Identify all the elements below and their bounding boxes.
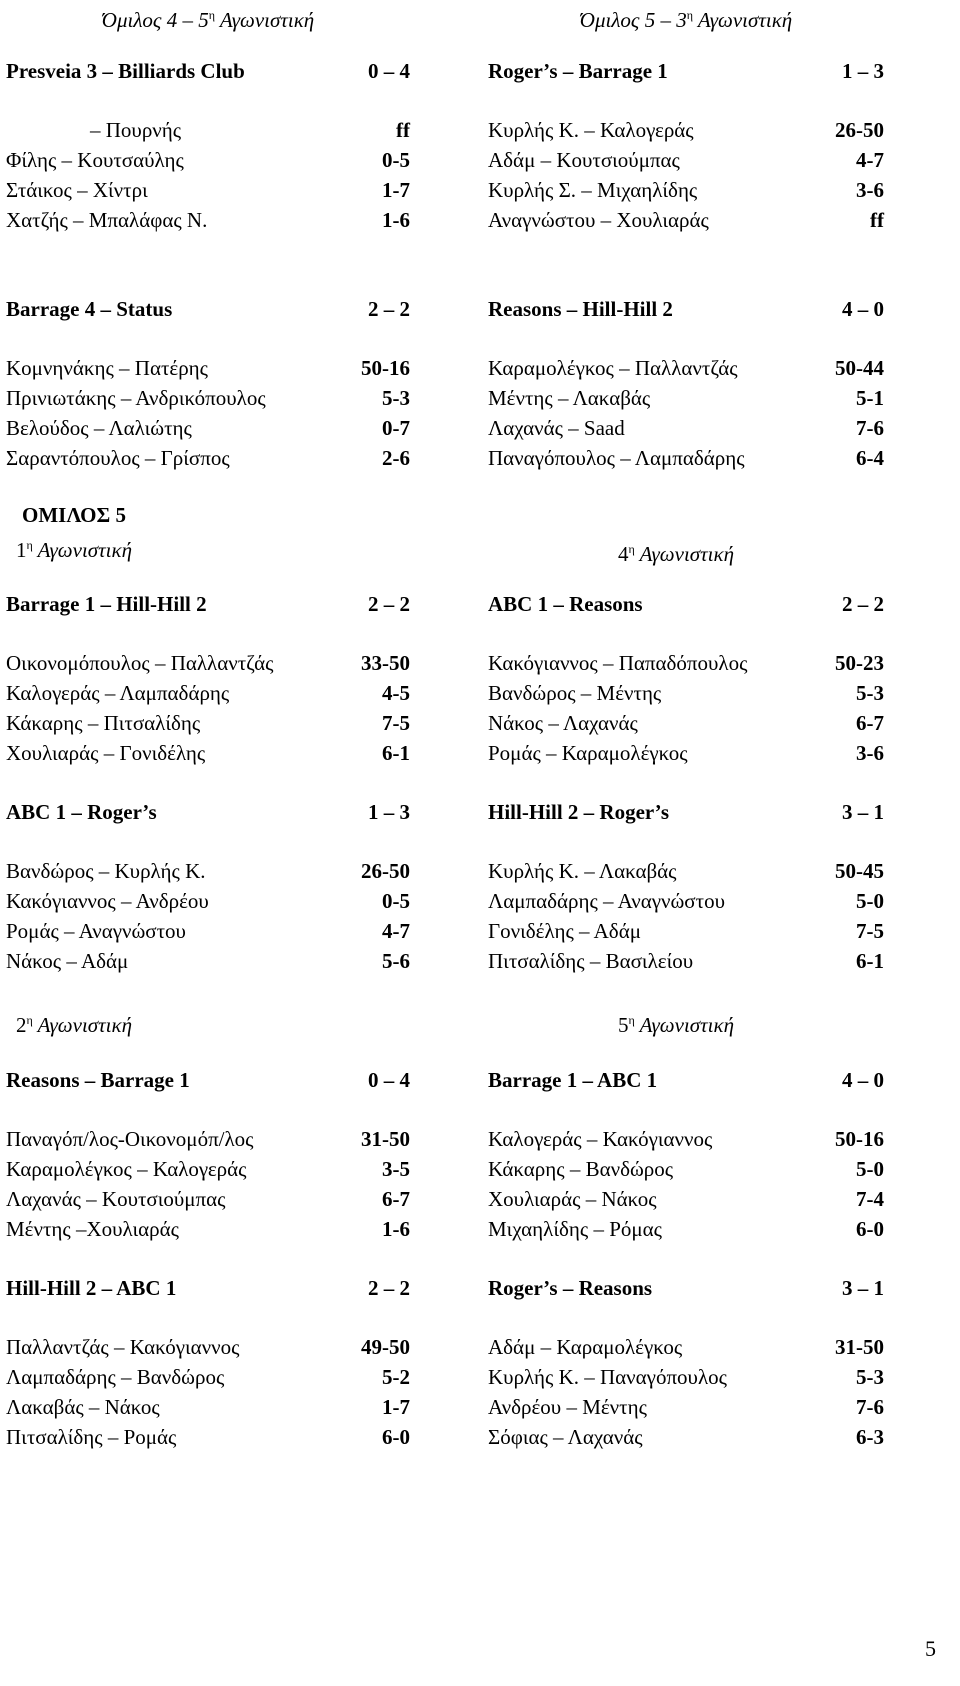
game-row: [6, 443, 410, 473]
game-row: [488, 1392, 884, 1422]
match-teams: Reasons – Hill-Hill 2: [488, 297, 673, 321]
game-row: [6, 886, 410, 916]
game-score: 5-6: [382, 949, 410, 973]
heading-num: 4: [618, 542, 629, 566]
game-score: 49-50: [361, 1335, 410, 1359]
game-row: [488, 678, 884, 708]
game-score: 5-1: [856, 386, 884, 410]
game-score: 31-50: [835, 1335, 884, 1359]
game-players: Στάικος – Χίντρι: [6, 178, 148, 202]
match-header: [488, 797, 884, 827]
game-score: 4-5: [382, 681, 410, 705]
game-score: 4-7: [856, 148, 884, 172]
game-score: 1-6: [382, 208, 410, 232]
game-row: [488, 205, 884, 235]
match-teams: Roger’s – Reasons: [488, 1276, 653, 1300]
game-row: [488, 443, 884, 473]
game-row: [6, 678, 410, 708]
match-score: 1 – 3: [368, 800, 410, 824]
game-score: 7-6: [856, 416, 884, 440]
game-row: [488, 738, 884, 768]
game-row: [6, 648, 410, 678]
game-players: Αδάμ – Καραμολέγκος: [488, 1335, 683, 1359]
game-score: 2-6: [382, 446, 410, 470]
game-players: Κάκαρης – Βανδώρος: [488, 1157, 674, 1181]
game-score: 7-6: [856, 1395, 884, 1419]
game-row: [6, 1124, 410, 1154]
match-header: [6, 56, 410, 86]
game-row: [488, 1422, 884, 1452]
round-heading: [478, 534, 874, 564]
game-players: Οικονομόπουλος – Παλλαντζάς: [6, 651, 274, 675]
match-score: 2 – 2: [368, 1276, 410, 1300]
game-row: [6, 115, 410, 145]
match-teams: Roger’s – Barrage 1: [488, 59, 668, 83]
round-heading: [488, 0, 884, 30]
match-header: [488, 1273, 884, 1303]
match-teams: Barrage 1 – Hill-Hill 2: [6, 592, 207, 616]
game-players: Καλογεράς – Κακόγιαννος: [488, 1127, 713, 1151]
game-players: Κάκαρης – Πιτσαλίδης: [6, 711, 201, 735]
game-score: 50-44: [835, 356, 884, 380]
game-row: [6, 856, 410, 886]
heading-text: Αγωνιστική: [32, 538, 132, 562]
game-score: 7-4: [856, 1187, 884, 1211]
game-players: – Πουρνής: [90, 118, 182, 142]
game-players: Παλλαντζάς – Κακόγιαννος: [6, 1335, 240, 1359]
game-players: Βελούδος – Λαλιώτης: [6, 416, 192, 440]
game-row: [488, 1124, 884, 1154]
game-score: ff: [870, 208, 884, 232]
page-number: 5: [925, 1636, 936, 1661]
game-score: 6-4: [856, 446, 884, 470]
game-score: 50-45: [835, 859, 884, 883]
game-score: 6-0: [856, 1217, 884, 1241]
game-score: 50-16: [361, 356, 410, 380]
game-row: [6, 946, 410, 976]
game-score: 0-5: [382, 889, 410, 913]
match-teams: Hill-Hill 2 – Roger’s: [488, 800, 669, 824]
game-row: [488, 413, 884, 443]
game-score: 5-3: [856, 681, 884, 705]
match-teams: Barrage 4 – Status: [6, 297, 173, 321]
heading-text: Αγωνιστική: [634, 542, 734, 566]
match-teams: Reasons – Barrage 1: [6, 1068, 190, 1092]
game-row: [488, 145, 884, 175]
game-row: [488, 115, 884, 145]
game-players: Λαμπαδάρης – Αναγνώστου: [488, 889, 725, 913]
game-row: [6, 738, 410, 768]
round-heading: [6, 0, 410, 30]
match-header: [6, 1065, 410, 1095]
game-row: [6, 916, 410, 946]
game-score: 50-23: [835, 651, 884, 675]
game-players: Λαμπαδάρης – Βανδώρος: [6, 1365, 225, 1389]
game-row: [6, 413, 410, 443]
game-players: Ρομάς – Καραμολέγκος: [488, 741, 688, 765]
game-players: Χουλιαράς – Νάκος: [488, 1187, 657, 1211]
game-players: Μέντης – Λακαβάς: [488, 386, 651, 410]
heading-sup: η: [26, 1013, 33, 1027]
game-players: Κυρλής Κ. – Λακαβάς: [488, 859, 677, 883]
game-row: [6, 1154, 410, 1184]
game-players: Κυρλής Κ. – Καλογεράς: [488, 118, 694, 142]
game-score: 5-0: [856, 889, 884, 913]
game-score: 4-7: [382, 919, 410, 943]
match-score: 2 – 2: [368, 297, 410, 321]
game-players: Πρινιωτάκης – Ανδρικόπουλος: [6, 386, 266, 410]
game-players: Παναγόπουλος – Λαμπαδάρης: [488, 446, 745, 470]
game-score: 26-50: [361, 859, 410, 883]
match-score: 2 – 2: [368, 592, 410, 616]
game-score: 6-7: [382, 1187, 410, 1211]
round-heading: [478, 1005, 874, 1035]
game-row: [6, 1362, 410, 1392]
game-row: [488, 1362, 884, 1392]
game-players: Χουλιαράς – Γονιδέλης: [6, 741, 206, 765]
game-row: [488, 1332, 884, 1362]
match-teams: Presveia 3 – Billiards Club: [6, 59, 245, 83]
game-score: 5-0: [856, 1157, 884, 1181]
game-row: [488, 648, 884, 678]
game-score: 6-3: [856, 1425, 884, 1449]
heading-sup: η: [208, 8, 215, 22]
game-players: Σαραντόπουλος – Γρίσπος: [6, 446, 230, 470]
game-row: [6, 1184, 410, 1214]
game-score: ff: [396, 118, 410, 142]
game-row: [6, 205, 410, 235]
game-score: 6-1: [856, 949, 884, 973]
heading-text: Αγωνιστική: [32, 1013, 132, 1037]
game-players: Κακόγιαννος – Παπαδόπουλος: [488, 651, 748, 675]
match-score: 3 – 1: [842, 1276, 884, 1300]
game-players: Μιχαηλίδης – Ρόμας: [488, 1217, 662, 1241]
game-players: Λαχανάς – Saad: [488, 416, 625, 440]
heading-text: Αγωνιστική: [214, 8, 315, 32]
game-score: 6-1: [382, 741, 410, 765]
game-players: Ρομάς – Αναγνώστου: [6, 919, 186, 943]
game-players: Καραμολέγκος – Καλογεράς: [6, 1157, 247, 1181]
heading-text: Αγωνιστική: [634, 1013, 734, 1037]
game-players: Γονιδέλης – Αδάμ: [488, 919, 641, 943]
heading-sup: η: [628, 1013, 635, 1027]
game-score: 0-7: [382, 416, 410, 440]
game-players: Κομνηνάκης – Πατέρης: [6, 356, 208, 380]
game-row: [488, 886, 884, 916]
match-header: [6, 294, 410, 324]
heading-text: Αγωνιστική: [692, 8, 793, 32]
game-row: [488, 708, 884, 738]
game-row: [6, 1332, 410, 1362]
game-players: Καραμολέγκος – Παλλαντζάς: [488, 356, 738, 380]
game-row: [488, 383, 884, 413]
match-header: [6, 1273, 410, 1303]
game-score: 31-50: [361, 1127, 410, 1151]
game-players: Λαχανάς – Κουτσιούμπας: [6, 1187, 226, 1211]
game-row: [6, 175, 410, 205]
match-teams: Barrage 1 – ABC 1: [488, 1068, 658, 1092]
game-score: 1-7: [382, 178, 410, 202]
game-score: 33-50: [361, 651, 410, 675]
game-players: Πιτσαλίδης – Ρομάς: [6, 1425, 177, 1449]
game-score: 1-7: [382, 1395, 410, 1419]
match-header: [6, 797, 410, 827]
game-score: 6-7: [856, 711, 884, 735]
game-players: Πιτσαλίδης – Βασιλείου: [488, 949, 694, 973]
game-score: 5-3: [856, 1365, 884, 1389]
game-score: 3-5: [382, 1157, 410, 1181]
heading-text: Όμιλος 5 – 3: [579, 8, 687, 32]
game-score: 5-3: [382, 386, 410, 410]
game-row: [488, 353, 884, 383]
game-players: Καλογεράς – Λαμπαδάρης: [6, 681, 230, 705]
game-score: 7-5: [856, 919, 884, 943]
match-score: 4 – 0: [842, 1068, 884, 1092]
heading-num: 1: [16, 538, 27, 562]
game-row: [488, 1154, 884, 1184]
game-players: Χατζής – Μπαλάφας Ν.: [6, 208, 208, 232]
game-players: Παναγόπ/λος-Οικονομόπ/λος: [6, 1127, 254, 1151]
game-row: [6, 708, 410, 738]
game-players: Φίλης – Κουτσαύλης: [6, 148, 184, 172]
game-row: [488, 946, 884, 976]
game-score: 3-6: [856, 178, 884, 202]
game-players: Αναγνώστου – Χουλιαράς: [488, 208, 709, 232]
game-players: Αδάμ – Κουτσιούμπας: [488, 148, 680, 172]
match-score: 4 – 0: [842, 297, 884, 321]
game-players: Βανδώρος – Κυρλής Κ.: [6, 859, 206, 883]
game-row: [6, 1392, 410, 1422]
game-score: 0-5: [382, 148, 410, 172]
game-row: [6, 145, 410, 175]
game-row: [6, 353, 410, 383]
game-players: Κυρλής Σ. – Μιχαηλίδης: [488, 178, 698, 202]
match-header: [488, 589, 884, 619]
game-players: Κυρλής Κ. – Παναγόπουλος: [488, 1365, 727, 1389]
game-players: Λακαβάς – Νάκος: [6, 1395, 160, 1419]
game-row: [6, 1422, 410, 1452]
game-score: 6-0: [382, 1425, 410, 1449]
game-row: [488, 1214, 884, 1244]
match-teams: ABC 1 – Roger’s: [6, 800, 157, 824]
game-players: Μέντης –Χουλιαράς: [6, 1217, 179, 1241]
match-teams: ABC 1 – Reasons: [488, 592, 643, 616]
game-row: [488, 856, 884, 886]
game-players: Νάκος – Λαχανάς: [488, 711, 638, 735]
match-header: [488, 294, 884, 324]
match-teams: Hill-Hill 2 – ABC 1: [6, 1276, 177, 1300]
game-row: [6, 1214, 410, 1244]
match-score: 0 – 4: [368, 59, 410, 83]
game-score: 7-5: [382, 711, 410, 735]
game-row: [488, 175, 884, 205]
heading-sup: η: [686, 8, 693, 22]
match-header: [6, 589, 410, 619]
match-score: 2 – 2: [842, 592, 884, 616]
game-score: 50-16: [835, 1127, 884, 1151]
match-score: 3 – 1: [842, 800, 884, 824]
game-score: 26-50: [835, 118, 884, 142]
game-score: 3-6: [856, 741, 884, 765]
heading-num: 5: [618, 1013, 629, 1037]
group-title: ΟΜΙΛΟΣ 5: [22, 503, 126, 527]
game-score: 5-2: [382, 1365, 410, 1389]
heading-sup: η: [628, 542, 635, 556]
match-score: 1 – 3: [842, 59, 884, 83]
game-players: Βανδώρος – Μέντης: [488, 681, 662, 705]
game-players: Κακόγιαννος – Ανδρέου: [6, 889, 209, 913]
match-header: [488, 56, 884, 86]
round-heading: [0, 530, 276, 560]
round-heading: [0, 1005, 276, 1035]
game-players: Ανδρέου – Μέντης: [488, 1395, 647, 1419]
game-players: Νάκος – Αδάμ: [6, 949, 129, 973]
heading-text: Όμιλος 4 – 5: [101, 8, 209, 32]
game-row: [488, 916, 884, 946]
game-players: Σόφιας – Λαχανάς: [488, 1425, 643, 1449]
match-score: 0 – 4: [368, 1068, 410, 1092]
game-row: [6, 383, 410, 413]
game-row: [488, 1184, 884, 1214]
heading-sup: η: [26, 538, 33, 552]
heading-num: 2: [16, 1013, 27, 1037]
match-header: [488, 1065, 884, 1095]
game-score: 1-6: [382, 1217, 410, 1241]
